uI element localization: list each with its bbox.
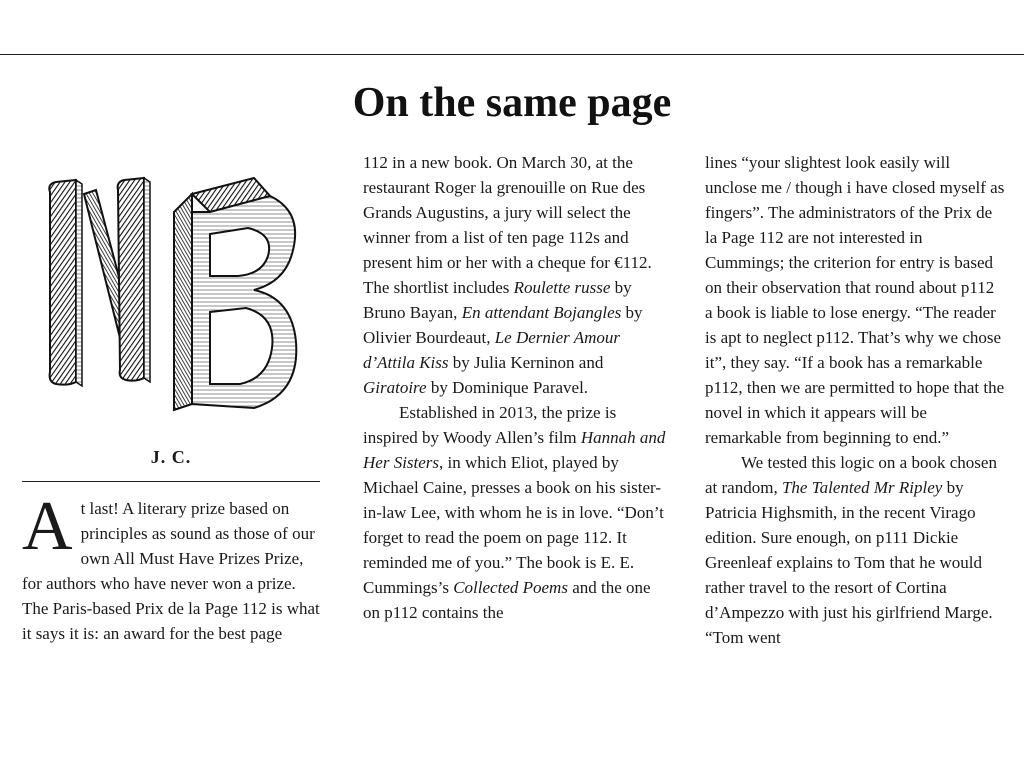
text-run: by Julia Kerninon and — [448, 353, 604, 372]
paragraph — [363, 400, 668, 625]
byline: J. C. — [150, 447, 192, 467]
paragraph — [22, 488, 320, 646]
paragraph-text: t last! A literary prize based on principles as sound as those of our own All Must Have Prizes Prize, for authors who have never won a prize. The Paris-based Prix de la Page 112 is what it says it is: an award for the best page — [22, 499, 320, 643]
book-title: Collected Poems — [453, 578, 568, 597]
film-title: Hannah and Her Sisters — [363, 428, 666, 472]
book-title: Giratoire — [363, 378, 427, 397]
column-2 — [363, 150, 668, 625]
text-run: by Bruno Bayan, — [363, 278, 632, 322]
text-run: and the one on p112 contains the — [363, 578, 651, 622]
top-rule — [0, 54, 1024, 55]
paragraph: lines “your slightest look easily will unclose me / though i have closed myself as fingers”. The administrators of the Prix de la Page 112 are not interested in Cummings; the criterion for entry is based on their observation that round about p112 a book is liable to lose energy. “The reader is apt to neglect p112. That’s why we chose it”, they say. “If a book has a remarkable p112, then we are permitted to hope that the novel in which it appears will be remarkable from beginning to end.” — [705, 153, 1005, 447]
byline-rule — [22, 481, 320, 482]
column-1 — [22, 150, 320, 646]
text-run: by Patricia Highsmith, in the recent Virago edition. Sure enough, on p111 Dickie Greenleaf explains to Tom that he would rather travel to the resort of Cortina d’Ampezzo with just his girlfriend Marge. “Tom went — [705, 478, 993, 647]
book-title: Le Dernier Amour d’Attila Kiss — [363, 328, 621, 372]
headline: On the same page — [352, 80, 672, 126]
book-title: Roulette russe — [513, 278, 611, 297]
text-run: by Olivier Bourdeaut, — [363, 303, 643, 347]
column-3 — [705, 150, 1005, 650]
nb-books-icon — [22, 150, 320, 415]
book-title: En attendant Bojangles — [461, 303, 622, 322]
text-run: by Dominique Paravel. — [426, 378, 589, 397]
text-run: , in which Eliot, played by Michael Caine, presses a book on his sister-in-law Lee, with whom he is in love. “Don’t forget to read the poem on page 112. It reminded me of you.” The book is E. E. Cummings’s — [363, 453, 664, 597]
book-title: The Talented Mr Ripley — [781, 478, 943, 497]
text-run: 112 in a new book. On March 30, at the restaurant Roger la grenouille on Rue des Grands Augustins, a jury will select the winner from a list of ten page 112s and present him or her with a cheque for €112. The shortlist includes — [363, 153, 652, 297]
text-run: We tested this logic on a book chosen at random, — [705, 453, 997, 497]
drop-cap: A — [22, 488, 73, 565]
text-run: Established in 2013, the prize is inspired by Woody Allen’s film — [363, 403, 617, 447]
paragraph — [363, 150, 668, 400]
paragraph — [705, 450, 1005, 650]
